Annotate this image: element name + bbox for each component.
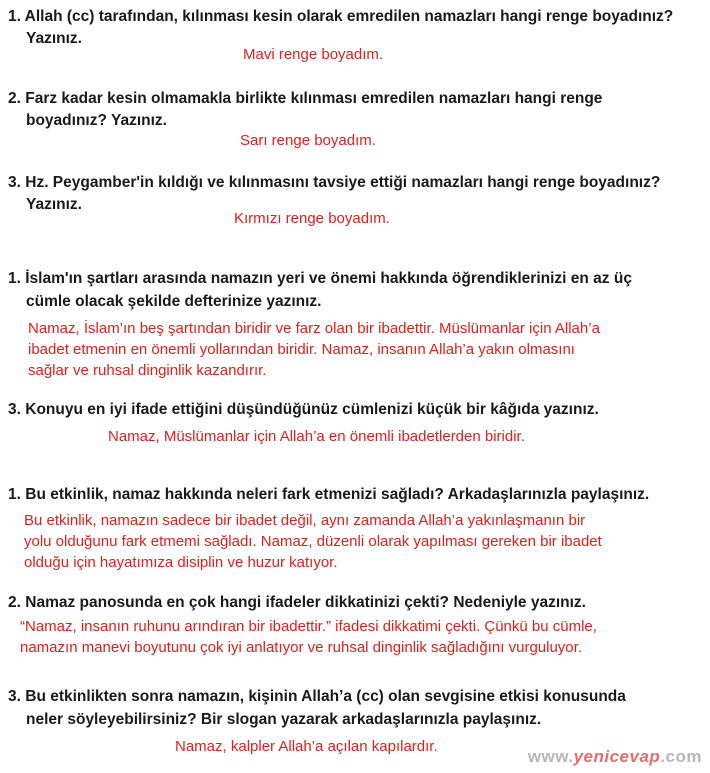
question-2-1-line2: cümle olacak şekilde defterinize yazınız. [26, 293, 322, 310]
question-1-1 [8, 6, 673, 27]
answer-3-3: Namaz, kalpler Allah’a açılan kapılardır. [175, 738, 438, 755]
question-3-2 [8, 592, 586, 613]
question-1-3-line2: Yazınız. [26, 196, 82, 213]
question-number: 1. [8, 8, 21, 25]
question-text-line1: Farz kadar kesin olmamakla birlikte kılınması emredilen namazları hangi renge [25, 90, 603, 107]
answer-3-1-line2: yolu olduğunu fark etmemi sağladı. Namaz, düzenli olarak yapılması gereken bir ibadet [24, 533, 602, 550]
question-1-3 [8, 172, 660, 193]
question-text-line1: İslam'ın şartları arasında namazın yeri ve önemi hakkında öğrendiklerinizi en az üç [25, 270, 632, 287]
answer-3-1-line1: Bu etkinlik, namazın sadece bir ibadet değil, aynı zamanda Allah’a yakınlaşmanın bir [24, 512, 586, 529]
watermark-brand: yenicevap [573, 747, 661, 766]
watermark-prefix: www. [527, 747, 574, 766]
answer-1-3: Kırmızı renge boyadım. [234, 210, 390, 227]
answer-1-2: Sarı renge boyadım. [240, 132, 376, 149]
question-1-2 [8, 88, 602, 109]
question-1-2-line2: boyadınız? Yazınız. [26, 112, 167, 129]
answer-2-1-line3: sağlar ve ruhsal dinginlik kazandırır. [28, 362, 267, 379]
question-text-line1: Bu etkinlikten sonra namazın, kişinin Allah’a (cc) olan sevgisine etkisi konusunda [25, 688, 626, 705]
watermark-suffix: .com [660, 747, 702, 766]
question-3-3-line2: neler söyleyebilirsiniz? Bir slogan yazarak arkadaşlarınızla paylaşınız. [26, 711, 542, 728]
question-number: 3. [8, 688, 21, 705]
question-number: 1. [8, 270, 21, 287]
answer-2-3: Namaz, Müslümanlar için Allah’a en önemli ibadetlerden biridir. [108, 428, 525, 445]
answer-3-1-line3: olduğu için hayatımıza disiplin ve huzur katıyor. [24, 554, 338, 571]
question-text-line1: Konuyu en iyi ifade ettiğini düşündüğünüz cümlenizi küçük bir kâğıda yazınız. [25, 401, 599, 418]
question-number: 3. [8, 174, 21, 191]
question-number: 1. [8, 486, 21, 503]
watermark [528, 747, 702, 767]
question-number: 3. [8, 401, 21, 418]
question-text-line1: Namaz panosunda en çok hangi ifadeler dikkatinizi çekti? Nedeniyle yazınız. [25, 594, 586, 611]
answer-3-2-line2: namazın manevi boyutunu çok iyi anlatıyor ve ruhsal dinginlik sağladığını vurguluyor. [20, 639, 582, 656]
question-text-line1: Hz. Peygamber'in kıldığı ve kılınmasını tavsiye ettiği namazları hangi renge boyadınız? [25, 174, 661, 191]
answer-2-1-line1: Namaz, İslam’ın beş şartından biridir ve farz olan bir ibadettir. Müslümanlar için Allah’a [28, 320, 600, 337]
answer-3-2-line1: “Namaz, insanın ruhunu arındıran bir ibadettir.” ifadesi dikkatimi çekti. Çünkü bu cümle, [20, 618, 597, 635]
question-text-line1: Allah (cc) tarafından, kılınması kesin olarak emredilen namazları hangi renge boyadınız? [24, 8, 674, 25]
answer-2-1-line2: ibadet etmenin en önemli yollarından biridir. Namaz, insanın Allah’a yakın olmasını [28, 341, 575, 358]
question-3-1 [8, 484, 649, 505]
question-number: 2. [8, 594, 21, 611]
question-3-3 [8, 686, 626, 707]
question-1-1-line2: Yazınız. [26, 30, 82, 47]
question-2-1 [8, 268, 632, 289]
question-text-line1: Bu etkinlik, namaz hakkında neleri fark etmenizi sağladı? Arkadaşlarınızla paylaşınız. [25, 486, 650, 503]
answer-1-1: Mavi renge boyadım. [243, 46, 384, 63]
question-number: 2. [8, 90, 21, 107]
question-2-3 [8, 399, 599, 420]
